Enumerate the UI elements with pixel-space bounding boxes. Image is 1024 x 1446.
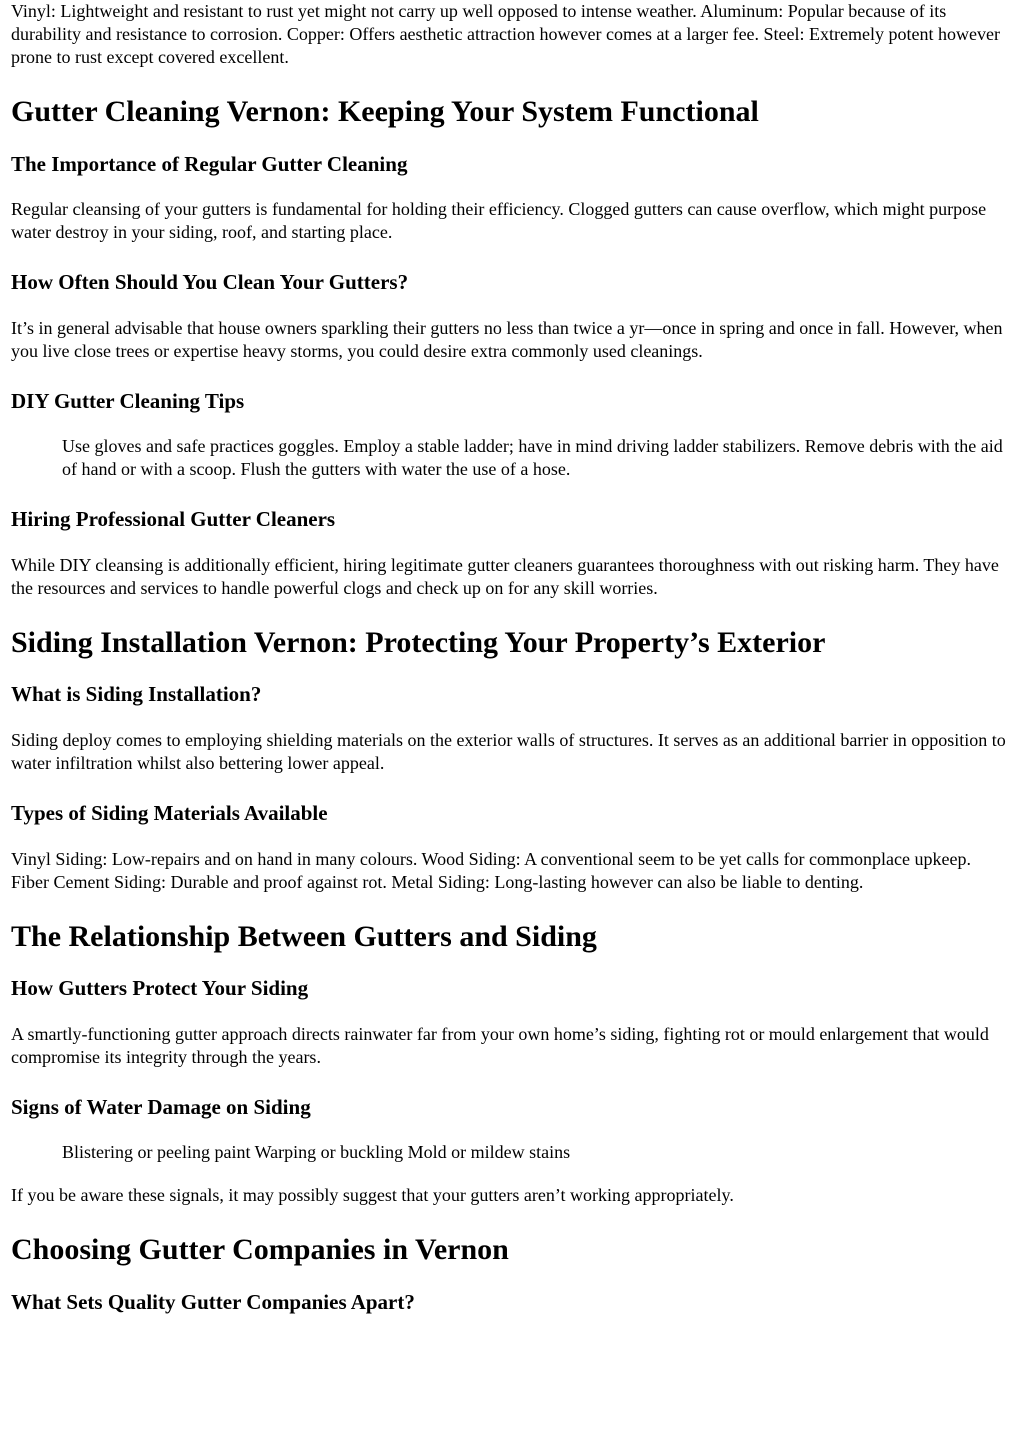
- heading-importance-regular-cleaning: The Importance of Regular Gutter Cleaning: [11, 152, 408, 176]
- heading-diy-tips: DIY Gutter Cleaning Tips: [11, 389, 245, 413]
- heading-choosing-companies: Choosing Gutter Companies in Vernon: [11, 1233, 509, 1266]
- heading-relationship: The Relationship Between Gutters and Siding: [11, 920, 597, 953]
- heading-gutters-protect-siding: How Gutters Protect Your Siding: [11, 976, 309, 1000]
- heading-hiring-professionals: Hiring Professional Gutter Cleaners: [11, 507, 336, 531]
- diy-tips-list: Use gloves and safe practices goggles. Employ a stable ladder; have in mind driving ladder stabilizers. Remove debris with the aid of hand or with a scoop. Flush the gutters with water the use of a hose.: [62, 436, 1003, 479]
- importance-paragraph: Regular cleansing of your gutters is fundamental for holding their efficiency. Clogged gutters can cause overflow, which might purpose water destroy in your siding, roof, and starting place.: [11, 199, 987, 242]
- how-often-paragraph: It’s in general advisable that house owners sparkling their gutters no less than twice a yr—once in spring and once in fall. However, when you live close trees or expertise heavy storms, you could desire extra commonly used cleanings.: [11, 318, 1003, 361]
- heading-quality-companies: What Sets Quality Gutter Companies Apart?: [11, 1290, 415, 1314]
- what-is-siding-paragraph: Siding deploy comes to employing shielding materials on the exterior walls of structures. It serves as an additional barrier in opposition to water infiltration whilst also bettering lower appeal.: [11, 730, 1006, 773]
- siding-materials-paragraph: Vinyl Siding: Low-repairs and on hand in many colours. Wood Siding: A conventional seem to be yet calls for commonplace upkeep. Fiber Cement Siding: Durable and proof against rot. Metal Siding: Long-lasting however can also be liable to denting.: [11, 849, 971, 892]
- heading-signs-water-damage: Signs of Water Damage on Siding: [11, 1095, 311, 1119]
- gutter-materials-paragraph: Vinyl: Lightweight and resistant to rust yet might not carry up well opposed to intense weather. Aluminum: Popular because of its durability and resistance to corrosion. Copper: Offers aesthetic attraction however comes at a larger fee. Steel: Extremely potent however prone to rust except covered excellent.: [11, 1, 1000, 67]
- heading-siding-materials: Types of Siding Materials Available: [11, 801, 328, 825]
- water-damage-signs-list: Blistering or peeling paint Warping or buckling Mold or mildew stains: [62, 1142, 571, 1162]
- gutters-protect-paragraph: A smartly-functioning gutter approach directs rainwater far from your own home’s siding, fighting rot or mould enlargement that would compromise its integrity through the years.: [11, 1024, 989, 1067]
- signals-paragraph: If you be aware these signals, it may possibly suggest that your gutters aren’t working appropriately.: [11, 1185, 734, 1205]
- heading-how-often-clean: How Often Should You Clean Your Gutters?: [11, 270, 409, 294]
- heading-siding-installation-vernon: Siding Installation Vernon: Protecting Your Property’s Exterior: [11, 626, 826, 659]
- hiring-paragraph: While DIY cleansing is additionally efficient, hiring legitimate gutter cleaners guarantees thoroughness with out risking harm. They have the resources and services to handle powerful clogs and check up on for any skill worries.: [11, 555, 999, 598]
- heading-what-is-siding: What is Siding Installation?: [11, 682, 262, 706]
- heading-gutter-cleaning-vernon: Gutter Cleaning Vernon: Keeping Your System Functional: [11, 95, 759, 128]
